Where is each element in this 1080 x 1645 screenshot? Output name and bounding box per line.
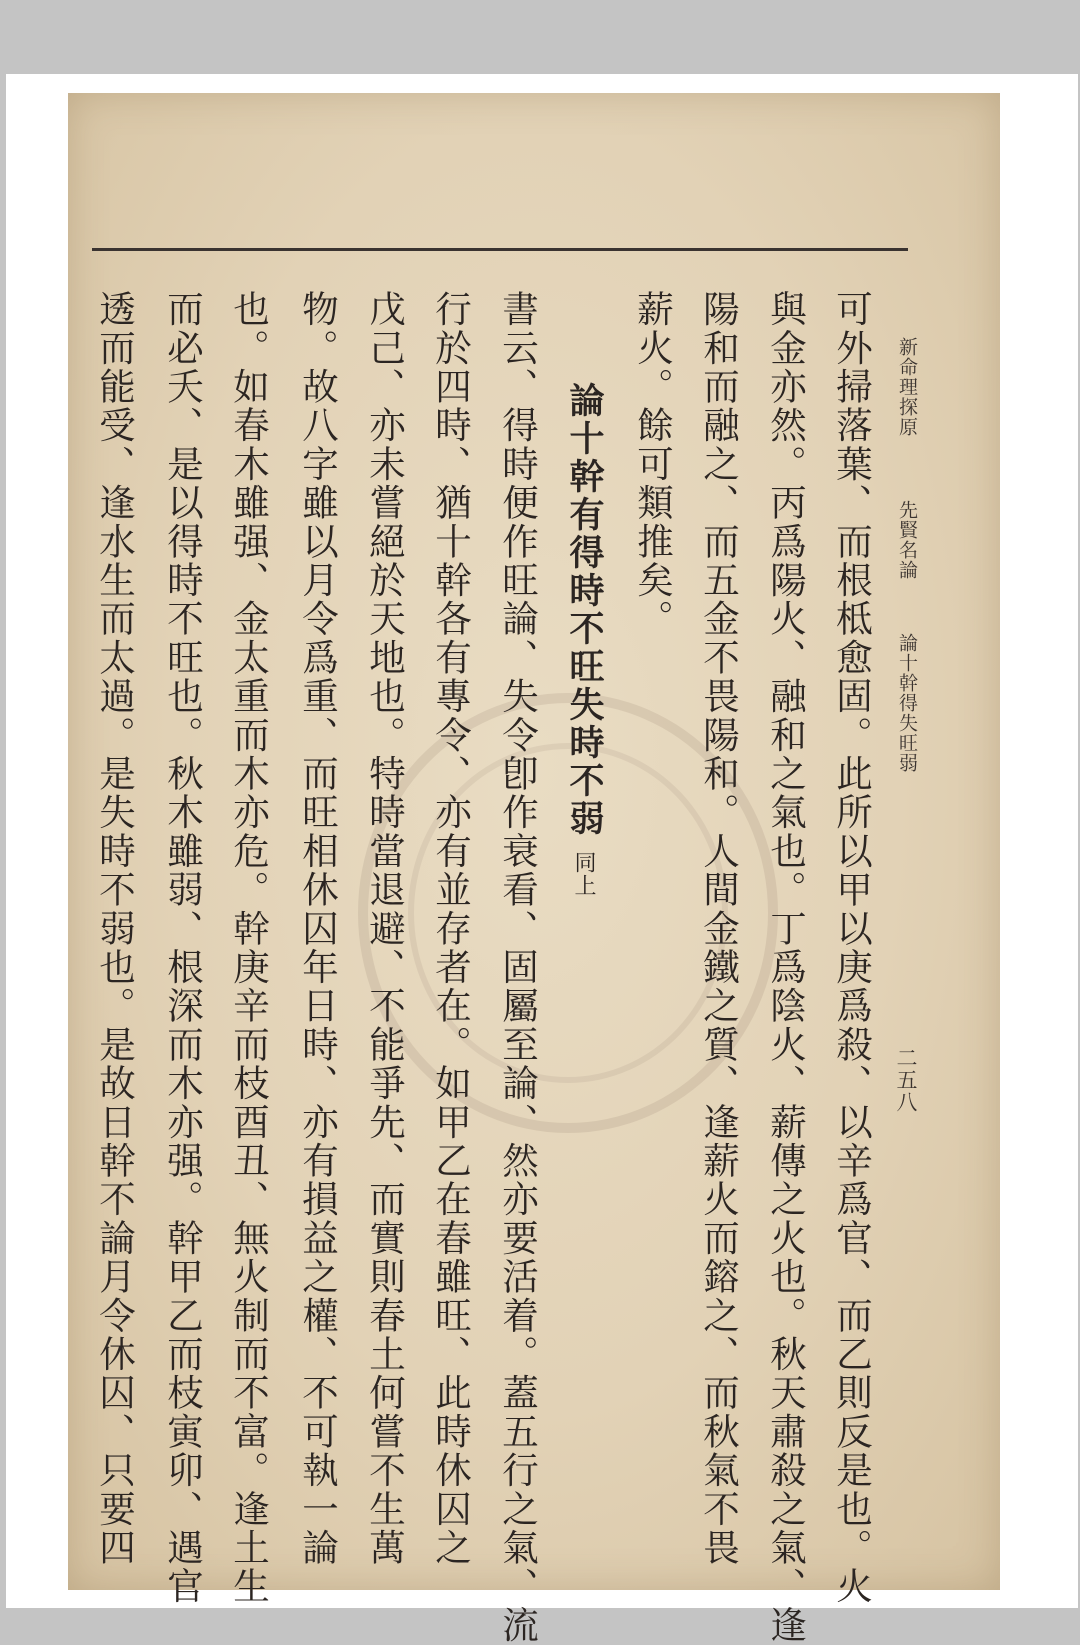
text-column-1: 可外掃落葉、而根柢愈固。此所以甲以庚爲殺、以辛爲官、而乙則反是也。火 [830,290,874,1606]
text-column-10: 而必夭、是以得時不旺也。秋木雖弱、根深而木亦强。幹甲乙而枝寅卯、遇官 [161,290,205,1606]
header-book-title: 新命理探原 [896,337,918,437]
text-column-4: 薪火。餘可類推矣。 [631,290,675,639]
heading-note: 同上 [571,851,596,897]
text-column-7: 戊己、亦未嘗絕於天地也。特時當退避、不能爭先、而實則春土何嘗不生萬 [363,290,407,1568]
text-column-5: 書云、得時便作旺論、失令卽作衰看、固屬至論、然亦要活着。蓋五行之氣、流 [496,290,540,1645]
text-column-9: 也。如春木雖强、金太重而木亦危。幹庚辛而枝酉丑、無火制而不富。逢土生 [227,290,271,1606]
text-column-2: 與金亦然。丙爲陽火、融和之氣也。丁爲陰火、薪傳之火也。秋天肅殺之氣、逢 [764,290,808,1645]
text-column-11: 透而能受、逢水生而太過。是失時不弱也。是故日幹不論月令休囚、只要四 [93,290,137,1568]
section-heading: 論十幹有得時不旺失時不弱 [564,382,605,838]
header-chapter: 論十幹得失旺弱 [896,633,918,773]
page-number: 二五八 [894,1047,918,1113]
text-column-6: 行於四時、猶十幹各有專令、亦有並存者在。如甲乙在春雖旺、此時休囚之 [429,290,473,1568]
header-section: 先賢名論 [896,500,918,580]
header-rule [92,248,908,251]
text-column-3: 陽和而融之、而五金不畏陽和。人間金鐵之質、逢薪火而鎔之、而秋氣不畏 [697,290,741,1568]
text-column-8: 物。故八字雖以月令爲重、而旺相休囚年日時、亦有損益之權、不可執一論 [296,290,340,1568]
